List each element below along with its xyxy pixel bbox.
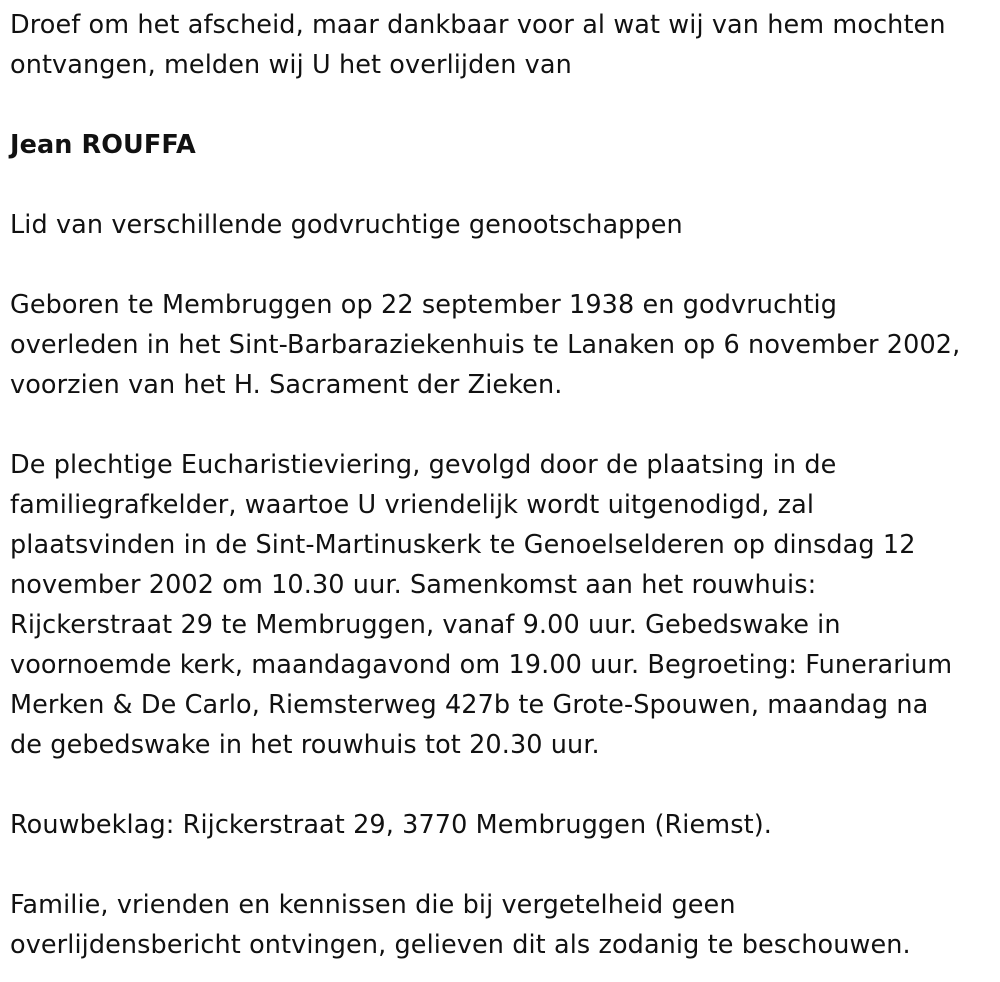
closing-line: overlijdensbericht ontvingen, gelieven dit als zodanig te beschouwen. bbox=[10, 930, 911, 960]
obituary-notice bbox=[10, 5, 995, 965]
birth-death-paragraph bbox=[10, 285, 995, 405]
ceremony-line: plaatsvinden in de Sint-Martinuskerk te Genoelselderen op dinsdag 12 bbox=[10, 530, 916, 560]
ceremony-line: Merken & De Carlo, Riemsterweg 427b te Grote-Spouwen, maandag na bbox=[10, 690, 929, 720]
deceased-name: Jean ROUFFA bbox=[10, 130, 196, 160]
membership-paragraph bbox=[10, 205, 995, 245]
birth-death-line: voorzien van het H. Sacrament der Zieken. bbox=[10, 370, 563, 400]
ceremony-line: november 2002 om 10.30 uur. Samenkomst aan het rouwhuis: bbox=[10, 570, 817, 600]
ceremony-line: De plechtige Eucharistieviering, gevolgd door de plaatsing in de bbox=[10, 450, 837, 480]
intro-line: Droef om het afscheid, maar dankbaar voor al wat wij van hem mochten bbox=[10, 10, 946, 40]
birth-death-line: overleden in het Sint-Barbaraziekenhuis te Lanaken op 6 november 2002, bbox=[10, 330, 961, 360]
intro-line: ontvangen, melden wij U het overlijden van bbox=[10, 50, 572, 80]
closing-line: Familie, vrienden en kennissen die bij vergetelheid geen bbox=[10, 890, 736, 920]
ceremony-line: voornoemde kerk, maandagavond om 19.00 uur. Begroeting: Funerarium bbox=[10, 650, 953, 680]
condolences-paragraph bbox=[10, 805, 995, 845]
ceremony-paragraph bbox=[10, 445, 995, 765]
deceased-name-paragraph bbox=[10, 125, 995, 165]
membership-line: Lid van verschillende godvruchtige genootschappen bbox=[10, 210, 683, 240]
ceremony-line: familiegrafkelder, waartoe U vriendelijk wordt uitgenodigd, zal bbox=[10, 490, 815, 520]
birth-death-line: Geboren te Membruggen op 22 september 1938 en godvruchtig bbox=[10, 290, 838, 320]
ceremony-line: Rijckerstraat 29 te Membruggen, vanaf 9.00 uur. Gebedswake in bbox=[10, 610, 841, 640]
ceremony-line: de gebedswake in het rouwhuis tot 20.30 uur. bbox=[10, 730, 600, 760]
closing-paragraph bbox=[10, 885, 995, 965]
condolences-line: Rouwbeklag: Rijckerstraat 29, 3770 Membruggen (Riemst). bbox=[10, 810, 772, 840]
intro-paragraph bbox=[10, 5, 995, 85]
